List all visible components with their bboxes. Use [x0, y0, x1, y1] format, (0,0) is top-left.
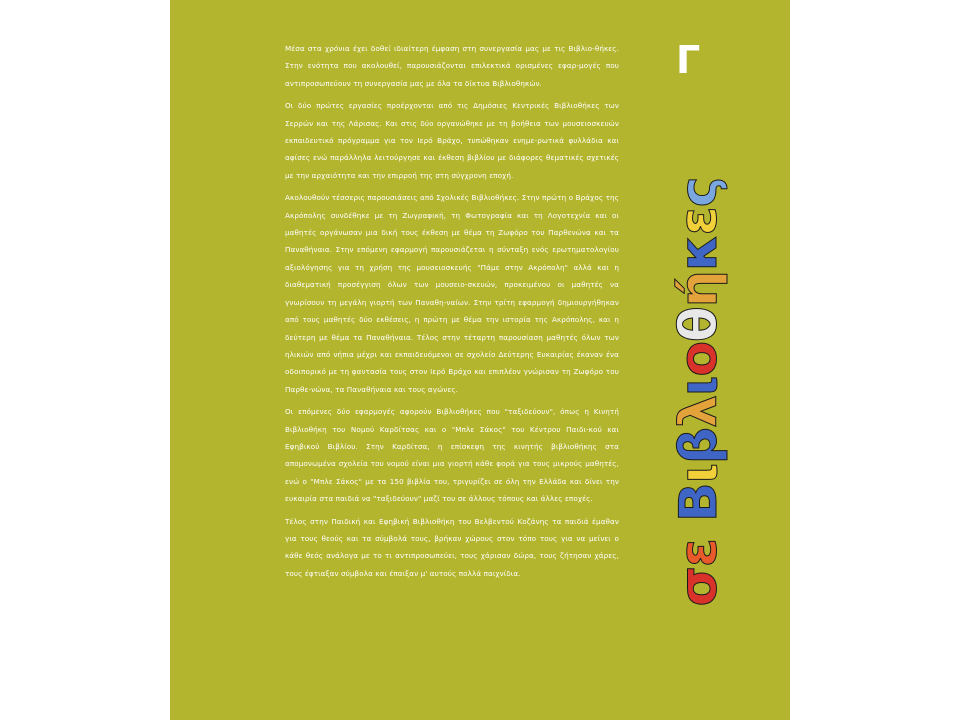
title-letter: θ — [669, 307, 729, 342]
title-letter — [669, 522, 729, 539]
paragraph-public-libraries: Οι δύο πρώτες εργασίες προέρχονται από τις Δημόσιες Κεντρικές Βιβλιοθήκες των Σερρών και της Λάρισας. Και στις δύο οργανώθηκε με τη βοήθεια των μουσειοσκευών εκπαιδευτικό πρόγραμμα για τον Ιερό Βράχο, τυπώθηκαν ενημε-ρωτικά φυλλάδια και αφίσες ενώ παράλληλα λειτούργησε και έκθεση βιβλίου με διάφορες θεματικές σχετικές με την αρχαιότητα και την επιρροή της στη σύγχρονη εποχή. — [285, 101, 619, 180]
title-letter: κ — [669, 235, 729, 272]
body-text — [285, 40, 619, 587]
title-letter: ε — [669, 207, 729, 236]
paragraph-velvento-library: Τέλος στην Παιδική και Εφηβική Βιβλιοθήκη του Βελβεντού Κοζάνης τα παιδιά έμαθαν για τους θεούς και τα σύμβολά τους, βρήκαν χώρους στον τόπο τους για να μείνει ο κάθε θεός ανάλογα με το τι αντιπροσωπεύει, τους χάρισαν δώρα, τους ζήτησαν χάρες, τους έφτιαξαν σύμβολα και έπαιξαν μ' αυτούς πολλά παιχνίδια. — [285, 516, 619, 578]
paragraph-school-libraries: Ακολουθούν τέσσερις παρουσιάσεις από Σχολικές Βιβλιοθήκες. Στην πρώτη ο Βράχος της Ακρόπολης συνδέθηκε με τη Ζωγραφική, τη Φωτογραφία και τη Λογοτεχνία και οι μαθητές οργάνωσαν μια δική τους έκθεση με θέμα τη Ζωφόρο του Παρθενώνα και τα Παναθήναια. Στην επόμενη εφαρμογή παρουσιάζεται η σύνταξη ενός ερωτηματολογίου αξιολόγησης για τη χρήση της μουσειοσκευής "Πάμε στην Ακρόπολη" αλλά και η διαθεματική προσέγγιση όλων των μουσειο-σκευών, προκειμένου οι μαθητές να γνωρίσουν τη μεγάλη γιορτή των Παναθη-ναίων. Στην τρίτη εφαρμογή δημιουργήθηκαν από τους μαθητές δύο εκθέσεις, η πρώτη με θέμα την ιστορία της Ακρόπολης, και η δεύτερη με θέμα τα Παναθήναια. Τέλος στην τέταρτη παρουσίαση μαθητές όλων των ηλικιών από νήπια μέχρι και εκπαιδευόμενοι σε σχολείο Δεύτερης Ευκαιρίας έκαναν ένα οδοιπορικό με τη φαντασία τους στον Ιερό Βράχο και επιπλέον γνώρισαν τη Ζωφόρο του Παρθε-νώνα, τα Παναθήναια και τους αγώνες. — [285, 193, 619, 394]
title-letter: λ — [669, 395, 729, 428]
title-letter: σ — [669, 567, 729, 607]
paragraph-travelling-libraries: Οι επόμενες δύο εφαρμογές αφορούν Βιβλιοθήκες που "ταξιδεύουν", όπως η Κινητή Βιβλιοθήκη του Νομού Καρδίτσας και ο "Μπλε Σάκος" του Κέντρου Παιδι-κού και Εφηβικού Βιβλίου. Στην Καρδίτσα, η επίσκεψη της κινητής βιβλιοθήκης στα απομονωμένα σχολεία του νομού είναι μια γιορτή κάθε φορά για τους μικρούς μαθητές, ενώ ο "Μπλε Σάκος" με τα 150 βιβλία του, τριγυρίζει σε όλη την Ελλάδα και δίνει την ευκαιρία στα παιδιά να "ταξιδεύουν" μαζί του σε άλλους τόπους και άλλες εποχές. — [285, 407, 619, 504]
title-letter: ι — [669, 464, 729, 484]
title-letter: ή — [669, 271, 729, 308]
title-letter: ε — [669, 539, 729, 568]
document-page — [170, 0, 790, 720]
section-letter: Γ — [676, 38, 701, 82]
title-letter: ο — [669, 341, 729, 377]
title-letter: Β — [669, 483, 729, 522]
paragraph-intro: Μέσα στα χρόνια έχει δοθεί ιδιαίτερη έμφαση στη συνεργασία μας με τις Βιβλιο-θήκες. Στην ενότητα που ακολουθεί, παρουσιάζονται επιλεκτικά ορισμένες εφαρ-μογές που αντιπροσωπεύουν τη συνεργασία μας με όλα τα δίκτυα Βιβλιοθηκών. — [285, 44, 619, 88]
vertical-title — [669, 177, 729, 606]
title-letter: ς — [669, 177, 729, 208]
title-letter: β — [669, 427, 729, 465]
title-letter: ι — [669, 376, 729, 396]
